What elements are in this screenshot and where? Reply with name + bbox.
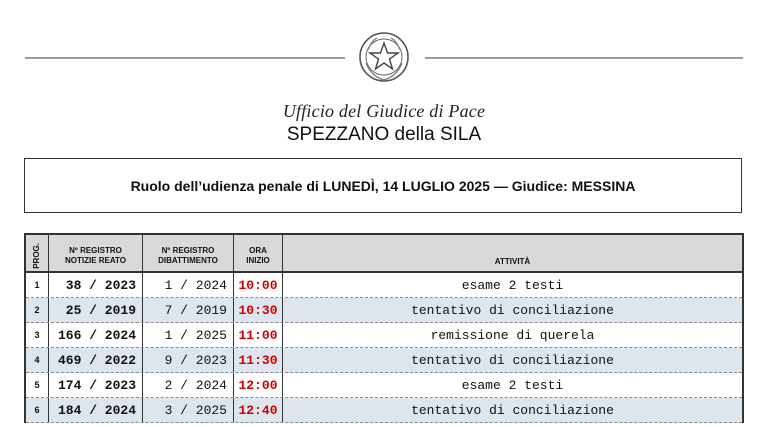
table-header: [26, 235, 742, 273]
col-header-notizie-line1: Nº REGISTRO: [69, 246, 122, 255]
cell-prog: 6: [26, 398, 49, 422]
cell-dibattimento: 7 / 2019: [143, 298, 234, 322]
cell-attivita: tentativo di conciliazione: [411, 302, 614, 318]
cell-notizie: 166 / 2024: [49, 323, 143, 347]
cell-notizie: 25 / 2019: [49, 298, 143, 322]
table-row: [26, 398, 742, 423]
cell-dibattimento: 3 / 2025: [143, 398, 234, 422]
table-row: [26, 298, 742, 323]
cell-ora: 10:00: [234, 273, 283, 297]
office-place: SPEZZANO della SILA: [286, 124, 482, 145]
cell-notizie: 174 / 2023: [49, 373, 143, 397]
hearing-title: Ruolo dell’udienza penale di LUNEDÌ, 14 LUGLIO 2025 — Giudice: MESSINA: [130, 177, 636, 194]
cell-dibattimento: 1 / 2024: [143, 273, 234, 297]
cell-dibattimento: 9 / 2023: [143, 348, 234, 372]
cell-notizie: 38 / 2023: [49, 273, 143, 297]
col-header-dib-line2: DIBATTIMENTO: [158, 256, 218, 265]
cell-ora: 11:30: [234, 348, 283, 372]
cell-ora: 10:30: [234, 298, 283, 322]
col-header-notizie-line2: NOTIZIE REATO: [64, 256, 127, 265]
col-header-notizie: [49, 235, 143, 271]
header-rule-left: [25, 57, 345, 59]
table-row: [26, 348, 742, 373]
hearing-table: [24, 233, 744, 423]
cell-ora: 12:40: [234, 398, 283, 422]
col-header-prog-label: PROG.: [32, 243, 41, 269]
cell-ora: 11:00: [234, 323, 283, 347]
col-header-prog: [26, 235, 49, 271]
col-header-dib-line1: Nº REGISTRO: [161, 246, 215, 255]
col-header-ora-line1: ORA: [249, 246, 267, 255]
cell-attivita: tentativo di conciliazione: [411, 402, 614, 418]
cell-prog: 4: [26, 348, 49, 372]
col-header-ora: [234, 235, 283, 271]
cell-notizie: 469 / 2022: [49, 348, 143, 372]
cell-prog: 1: [26, 273, 49, 297]
cell-notizie: 184 / 2024: [49, 398, 143, 422]
table-row: [26, 273, 742, 298]
cell-prog: 3: [26, 323, 49, 347]
office-name: Ufficio del Giudice di Pace: [282, 101, 486, 121]
table-row: [26, 323, 742, 348]
cell-attivita: tentativo di conciliazione: [411, 352, 614, 368]
hearing-title-box: [24, 158, 742, 213]
cell-attivita: remissione di querela: [430, 327, 595, 343]
italian-republic-emblem-icon: [357, 30, 411, 84]
col-header-attivita: ATTIVITÀ: [494, 257, 531, 266]
cell-dibattimento: 1 / 2025: [143, 323, 234, 347]
header-rule-right: [425, 57, 743, 59]
col-header-ora-line2: INIZIO: [246, 256, 270, 265]
cell-dibattimento: 2 / 2024: [143, 373, 234, 397]
cell-prog: 5: [26, 373, 49, 397]
cell-attivita: esame 2 testi: [461, 277, 564, 293]
col-header-dibattimento: [143, 235, 234, 271]
cell-attivita: esame 2 testi: [461, 377, 564, 393]
cell-prog: 2: [26, 298, 49, 322]
cell-ora: 12:00: [234, 373, 283, 397]
table-row: [26, 373, 742, 398]
